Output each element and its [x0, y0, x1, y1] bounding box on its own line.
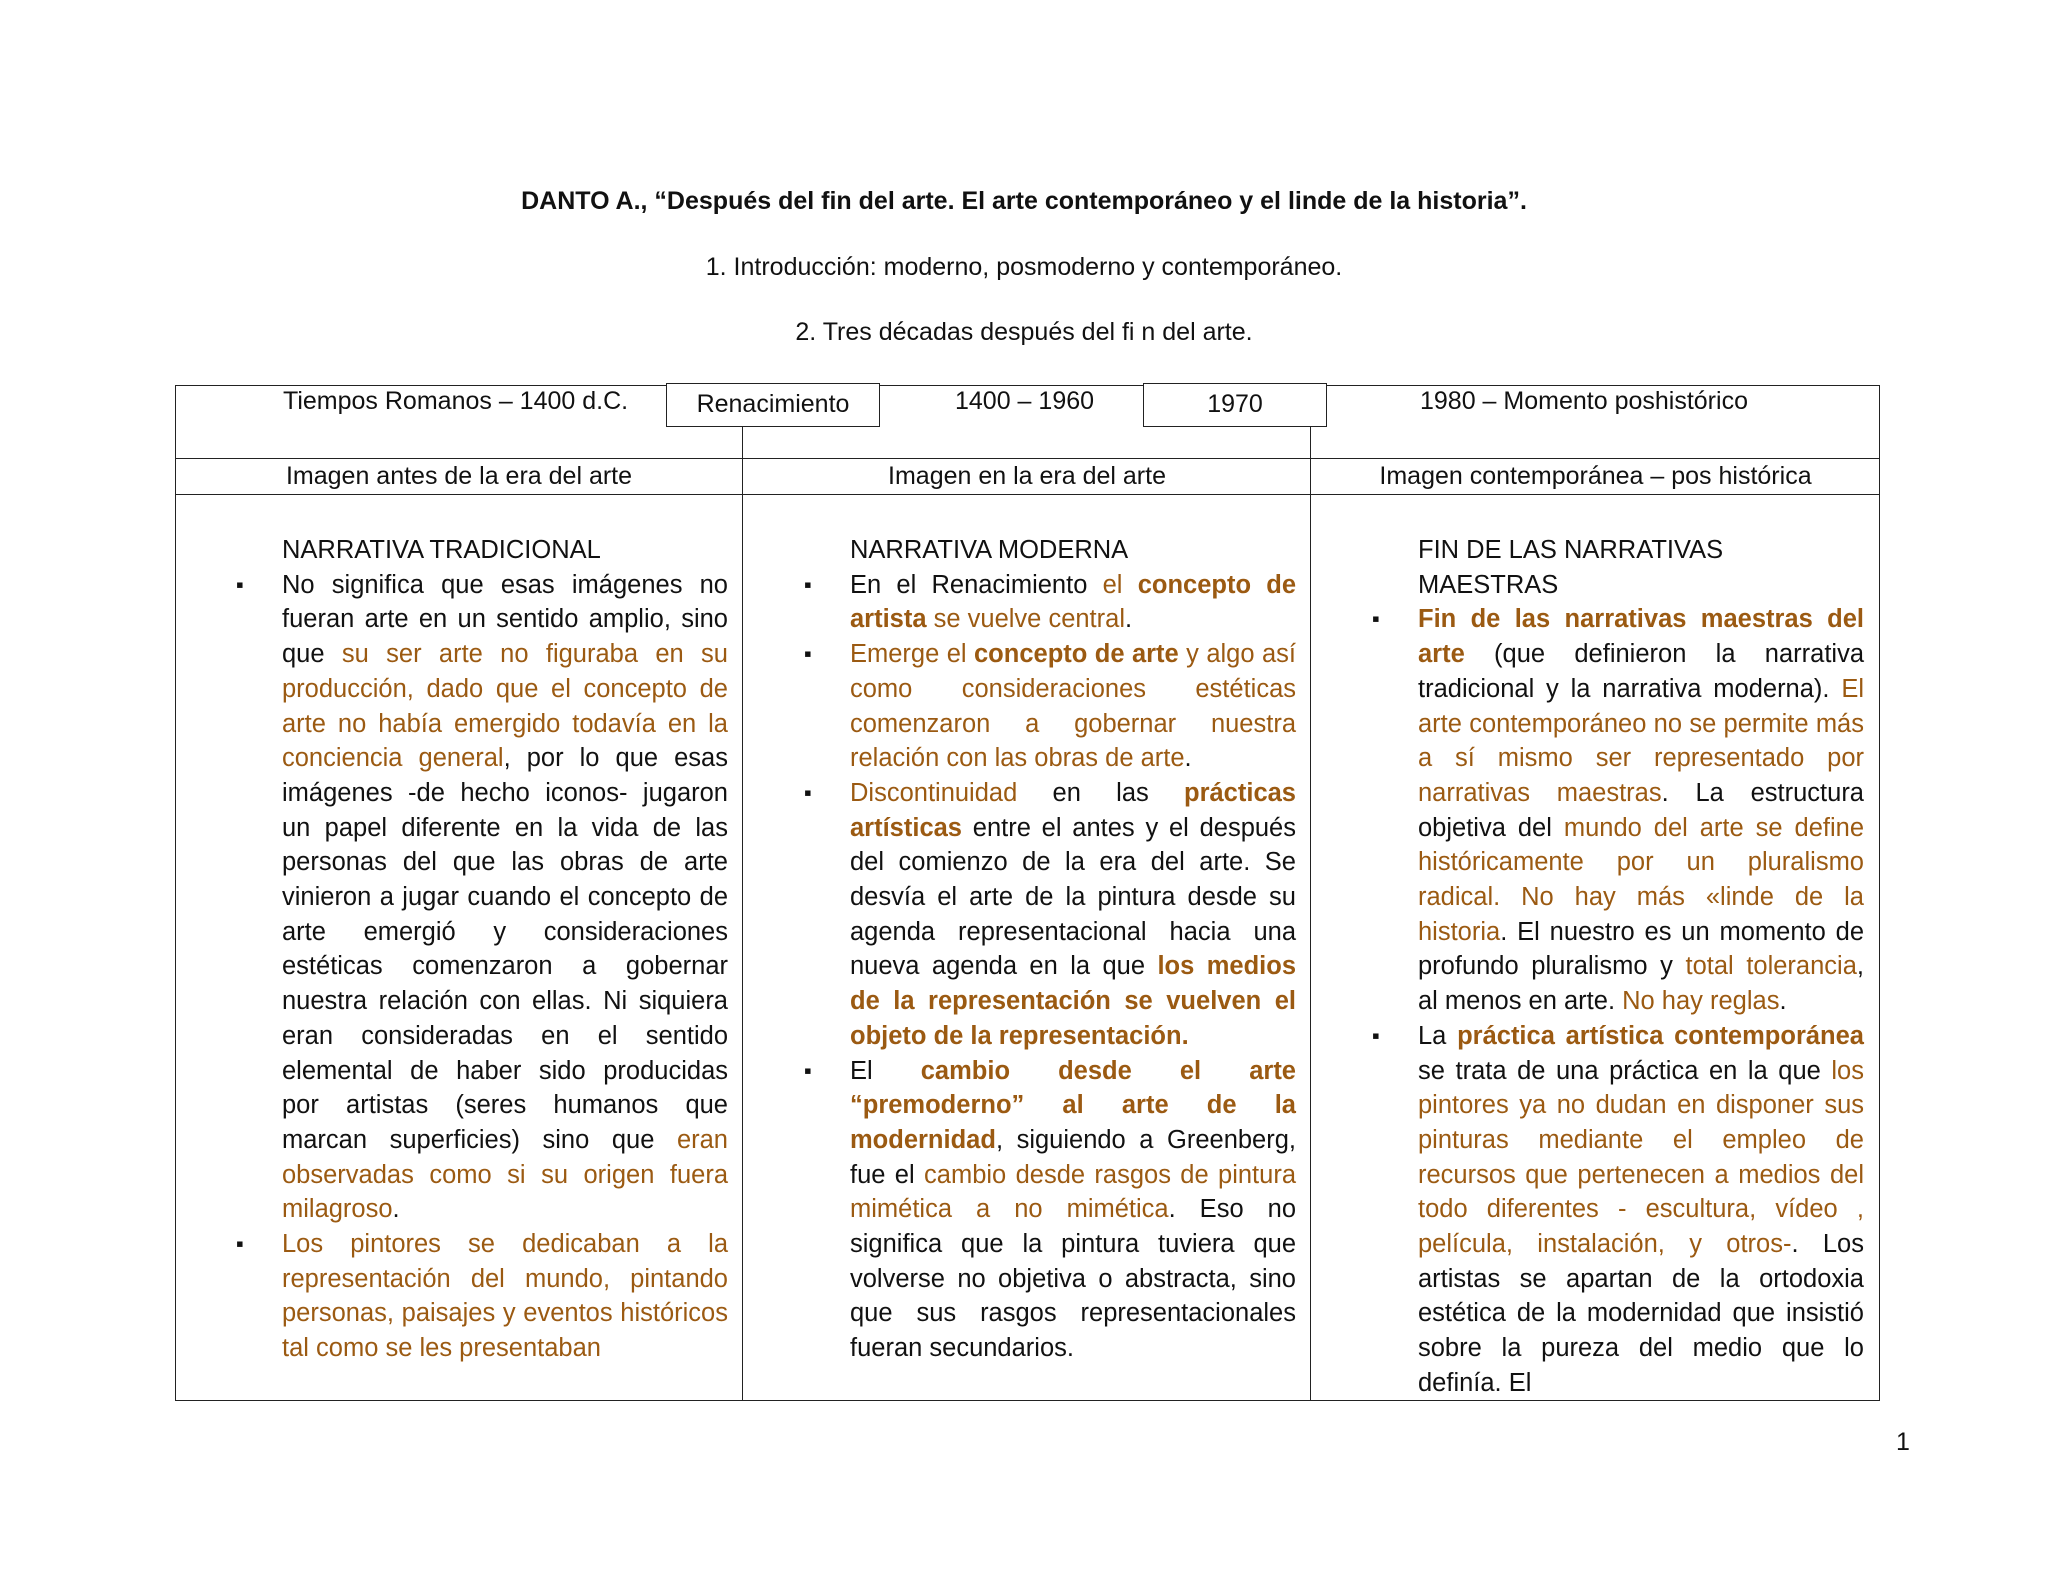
- timeline-period-poshistorico: 1980 – Momento poshistórico: [1420, 387, 1748, 415]
- text-run: La: [1418, 1021, 1458, 1050]
- highlighted-text: se vuelve central: [926, 605, 1125, 634]
- section-heading-introduction: 1. Introducción: moderno, posmoderno y contemporáneo.: [705, 253, 1343, 281]
- timeline-period-roman: Tiempos Romanos – 1400 d.C.: [283, 387, 629, 415]
- highlighted-text: práctica artística contemporánea: [1457, 1021, 1864, 1050]
- text-run: , por lo que esas imágenes -de hecho iconos- jugaron un papel diferente en la vida de las personas del que las obras de arte vinieron a jugar cuando el concepto de arte emergió y consideraciones estéticas comenzaron a gobernar nuestra relación con ellas. Ni siquiera eran consideradas en el sentido elemental de haber sido producidas por artistas (seres humanos que marcan superficies) sino que: [282, 744, 728, 1154]
- highlighted-text: No hay reglas: [1622, 987, 1780, 1016]
- column-divider-1: [742, 427, 743, 1401]
- column-modern-narrative: [850, 533, 1296, 1366]
- narrative-title: FIN DE LAS NARRATIVAS MAESTRAS: [1418, 536, 1724, 599]
- highlighted-text: mundo del arte se define históricamente por un pluralismo radical. No hay más «linde de la historia: [1418, 813, 1865, 946]
- bullet-list: [850, 568, 1296, 1366]
- bullet-item: [850, 1054, 1296, 1366]
- highlighted-text: los pintores ya no dudan en disponer sus pinturas mediante el empleo de recursos que pertenecen a medios del todo diferentes - escultura, vídeo , película, instalación, y otros-: [1418, 1056, 1864, 1259]
- highlighted-text: Fin de las narrativas maestras del arte: [1418, 605, 1864, 669]
- column-divider-2: [1310, 427, 1311, 1401]
- bullet-item: [1418, 1019, 1864, 1401]
- text-run: se trata de una práctica en la que: [1418, 1056, 1832, 1085]
- timeline-period-1400-1960: 1400 – 1960: [955, 387, 1095, 415]
- highlighted-text: eran observadas como si su origen fuera milagroso: [282, 1125, 728, 1224]
- bullet-item: [282, 1227, 728, 1366]
- text-run: No significa que esas imágenes no fueran arte en un sentido amplio, sino que: [282, 570, 728, 669]
- bullet-item: [850, 776, 1296, 1054]
- table-divider-timeline: [175, 458, 1880, 459]
- text-run: (que definieron la narrativa tradicional y la narrativa moderna).: [1418, 640, 1864, 703]
- highlighted-text: concepto de artista: [850, 570, 1297, 634]
- timeline-box-renacimiento: Renacimiento: [666, 383, 880, 427]
- highlighted-text: cambio desde el arte “premoderno” al arte de la modernidad: [850, 1056, 1296, 1154]
- bullet-item: [850, 568, 1296, 637]
- bullet-item: [282, 568, 728, 1227]
- narrative-title: NARRATIVA TRADICIONAL: [282, 536, 601, 564]
- highlighted-text: su ser arte no figuraba en su producción, dado que el concepto de arte no había emergido todavía en la conciencia general: [282, 640, 728, 773]
- text-run: . La estructura objetiva del: [1418, 778, 1864, 842]
- highlighted-text: concepto de arte: [974, 640, 1179, 669]
- timeline-box-1970: 1970: [1143, 383, 1327, 427]
- column-traditional-narrative: [282, 533, 728, 1366]
- text-run: en las: [1017, 778, 1184, 807]
- section-heading-tres-decadas: 2. Tres décadas después del fi n del arte.: [795, 318, 1253, 346]
- highlighted-text: cambio desde rasgos de pintura mimética a no mimética: [850, 1160, 1296, 1224]
- highlighted-text: los medios de la representación se vuelven el objeto de la representación.: [850, 952, 1297, 1050]
- bullet-list: [1418, 602, 1864, 1400]
- narrative-title: NARRATIVA MODERNA: [850, 536, 1129, 564]
- text-run: .: [1779, 987, 1787, 1016]
- highlighted-text: y algo así como consideraciones estéticas comenzaron a gobernar nuestra relación con las obras de arte: [850, 640, 1296, 773]
- text-run: , siguiendo a Greenberg, fue el: [850, 1125, 1296, 1189]
- highlighted-text: El arte contemporáneo no se permite más a sí mismo ser representado por narrativas maestras: [1418, 674, 1864, 807]
- highlighted-text: Discontinuidad: [850, 778, 1018, 807]
- text-run: El: [850, 1056, 921, 1085]
- text-run: . El nuestro es un momento de profundo pluralismo y: [1418, 917, 1864, 981]
- highlighted-text: prácticas artísticas: [850, 778, 1296, 842]
- page-number: 1: [1896, 1428, 1910, 1456]
- column-header-art-era: Imagen en la era del arte: [888, 462, 1166, 490]
- text-run: .: [1184, 744, 1192, 773]
- text-run: entre el antes y el después del comienzo de la era del arte. Se desvía el arte de la pintura desde su agenda representacional hacia una nueva agenda en la que: [850, 813, 1296, 981]
- highlighted-text: Los pintores se dedicaban a la representación del mundo, pintando personas, paisajes y eventos históricos tal como se les presentaban: [282, 1230, 728, 1363]
- document-title: DANTO A., “Después del fin del arte. El arte contemporáneo y el linde de la historia”.: [521, 187, 1527, 215]
- bullet-item: [850, 637, 1296, 776]
- text-run: En el Renacimiento: [850, 570, 1103, 599]
- text-run: . Eso no significa que la pintura tuviera que volverse no objetiva o abstracta, sino que sus rasgos representacionales fueran secundarios.: [850, 1195, 1296, 1363]
- text-run: . Los artistas se apartan de la ortodoxia estética de la modernidad que insistió sobre la pureza del medio que lo definía. El: [1418, 1230, 1864, 1397]
- bullet-list: [282, 568, 728, 1366]
- column-end-of-master-narratives: [1418, 533, 1864, 1401]
- highlighted-text: total tolerancia: [1685, 952, 1857, 981]
- highlighted-text: el: [1102, 570, 1138, 599]
- highlighted-text: Emerge el: [850, 640, 974, 669]
- text-run: , al menos en arte.: [1418, 952, 1864, 1016]
- column-header-contemporary: Imagen contemporánea – pos histórica: [1379, 462, 1812, 490]
- table-divider-header: [175, 494, 1880, 495]
- text-run: .: [392, 1195, 400, 1224]
- column-header-before-art: Imagen antes de la era del arte: [285, 462, 633, 490]
- bullet-item: [1418, 602, 1864, 1018]
- text-run: .: [1124, 605, 1133, 634]
